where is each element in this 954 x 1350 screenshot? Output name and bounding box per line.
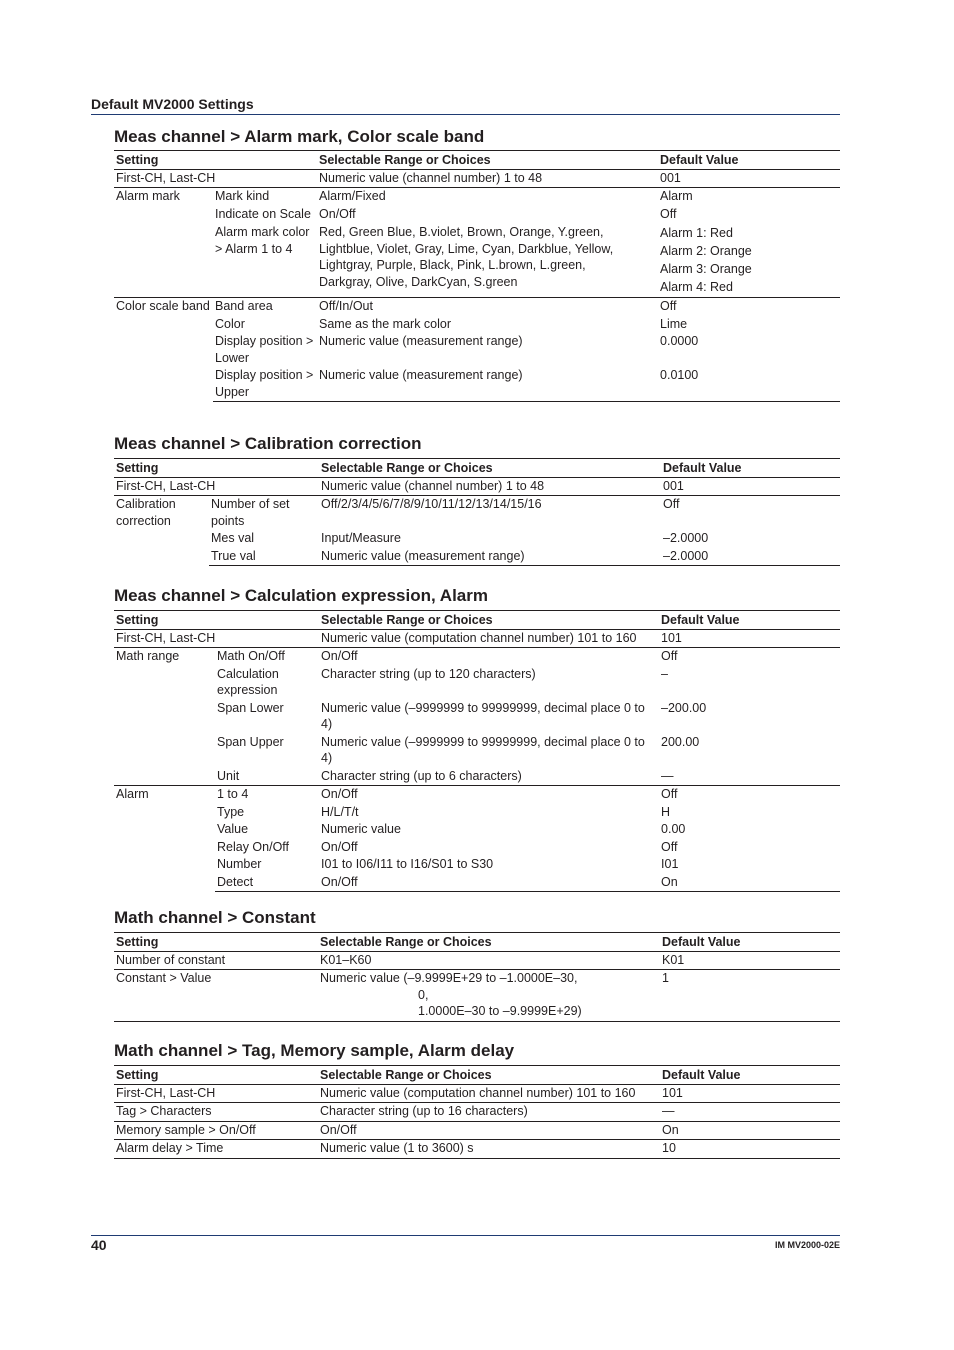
table-row: [114, 1103, 840, 1122]
sub-setting-cell: Relay On/Off: [217, 839, 290, 854]
default-cell: –: [661, 666, 668, 681]
page-number: 40: [91, 1237, 107, 1253]
sub-setting-cell: Color: [215, 316, 245, 331]
range-cell: K01–K60: [320, 952, 372, 967]
default-cell: 0.00: [661, 822, 686, 836]
default-cell: Off: [659, 786, 840, 804]
section-title-alarm-mark: Meas channel > Alarm mark, Color scale band: [114, 127, 485, 146]
table-row: [114, 1140, 840, 1159]
default-cell: On: [659, 874, 840, 892]
sub-setting-cell: Display position > Lower: [215, 334, 314, 365]
footer-rule: [91, 1235, 840, 1236]
col-header-range: Selectable Range or Choices: [318, 1066, 660, 1085]
setting-cell: First-CH, Last-CH: [116, 170, 216, 185]
table-calculation-alarm: [114, 610, 840, 892]
setting-cell: Tag > Characters: [114, 1103, 318, 1122]
col-header-setting: Setting: [114, 611, 319, 630]
table-row: [114, 734, 840, 768]
default-cell: [658, 223, 840, 298]
table-row: [114, 839, 840, 857]
section-title-tag-memory: Math channel > Tag, Memory sample, Alarm delay: [114, 1041, 515, 1060]
default-cell: 001: [663, 478, 684, 493]
col-header-range: Selectable Range or Choices: [318, 933, 660, 952]
table-row: [114, 298, 840, 316]
range-cell: Numeric value (measurement range): [317, 367, 658, 402]
table-row: [114, 951, 840, 970]
range-cell: On/Off: [319, 206, 356, 221]
table-row: [114, 629, 840, 648]
range-cell: Character string (up to 120 characters): [321, 666, 536, 681]
range-cell: [318, 970, 660, 1022]
default-line: Alarm 1: Red: [660, 226, 733, 240]
table-row: [114, 548, 840, 566]
group-cell: Color scale band: [114, 298, 213, 402]
range-cell: Input/Measure: [321, 531, 401, 545]
table-row: [114, 367, 840, 402]
sub-setting-cell: Unit: [217, 768, 240, 783]
sub-setting-cell: Detect: [215, 874, 319, 892]
section-title-constant: Math channel > Constant: [114, 908, 316, 927]
default-cell: Off: [659, 648, 840, 666]
default-cell: 0.0100: [658, 367, 840, 402]
default-cell: On: [660, 1121, 840, 1140]
col-header-default: Default Value: [659, 611, 840, 630]
sub-setting-cell: Span Lower: [217, 700, 284, 715]
running-header: Default MV2000 Settings: [91, 96, 254, 112]
group-cell: Math range: [114, 648, 215, 786]
table-row: [114, 333, 840, 367]
default-cell: H: [661, 804, 671, 819]
table-header-row: [114, 933, 840, 952]
range-cell: Numeric value (1 to 3600) s: [318, 1140, 660, 1159]
table-calibration-correction: [114, 458, 840, 566]
default-cell: –2.0000: [663, 531, 709, 545]
sub-setting-cell: Mark kind: [213, 188, 317, 206]
table-header-row: [114, 459, 840, 478]
table-row: [114, 821, 840, 839]
setting-cell: First-CH, Last-CH: [116, 630, 216, 645]
table-row: [114, 804, 840, 822]
col-header-setting: Setting: [114, 1066, 318, 1085]
col-header-range: Selectable Range or Choices: [317, 151, 658, 170]
section-title-calculation: Meas channel > Calculation expression, Alarm: [114, 586, 488, 605]
table-row: [114, 666, 840, 700]
sub-setting-cell: Display position > Upper: [213, 367, 317, 402]
setting-cell: Alarm delay > Time: [114, 1140, 318, 1159]
range-cell: Off/2/3/4/5/6/7/8/9/10/11/12/13/14/15/16: [319, 496, 661, 531]
range-cell: On/Off: [319, 786, 659, 804]
table-row: [114, 768, 840, 786]
setting-cell: Memory sample > On/Off: [114, 1121, 318, 1140]
table-row: [114, 477, 840, 496]
sub-setting-cell: 1 to 4: [215, 786, 319, 804]
table-row: [114, 874, 840, 892]
table-row: [114, 496, 840, 531]
default-cell: Lime: [660, 316, 688, 331]
setting-cell: First-CH, Last-CH: [116, 1085, 216, 1100]
default-cell: —: [661, 768, 674, 783]
col-header-default: Default Value: [660, 1066, 840, 1085]
sub-setting-cell: Span Upper: [217, 734, 284, 749]
range-cell: Off/In/Out: [317, 298, 658, 316]
col-header-default: Default Value: [660, 933, 840, 952]
table-constant: [114, 932, 840, 1022]
table-row: [114, 530, 840, 548]
sub-setting-cell: Type: [217, 804, 245, 819]
range-cell: Red, Green Blue, B.violet, Brown, Orange, Y.green, Lightblue, Violet, Gray, Lime, Cyan, Darkblue, Yellow, Lightgray, Purple, Black, Pink, L.brown, L.green, Darkgray, Olive, DarkCyan, S.green: [319, 225, 614, 289]
setting-cell: Number of constant: [116, 952, 226, 967]
table-header-row: [114, 1066, 840, 1085]
default-cell: K01: [662, 952, 685, 967]
table-row: [114, 188, 840, 206]
range-cell: On/Off: [319, 648, 659, 666]
default-line: Alarm 3: Orange: [660, 262, 752, 276]
range-cell: Numeric value (computation channel number) 101 to 160: [321, 630, 637, 645]
table-tag-memory-alarm-delay: [114, 1065, 840, 1159]
default-cell: —: [660, 1103, 840, 1122]
default-cell: Alarm: [658, 188, 840, 206]
default-cell: 001: [660, 170, 681, 185]
table-row: [114, 1084, 840, 1103]
sub-setting-cell: True val: [209, 548, 319, 566]
table-alarm-mark-color-scale: [114, 150, 840, 402]
range-cell: Character string (up to 16 characters): [318, 1103, 660, 1122]
default-cell: 101: [662, 1085, 683, 1100]
range-cell: I01 to I06/I11 to I16/S01 to S30: [321, 857, 494, 871]
sub-setting-cell: Math On/Off: [215, 648, 319, 666]
default-cell: 1: [660, 970, 840, 1022]
range-cell: On/Off: [319, 874, 659, 892]
default-line: Alarm 4: Red: [660, 280, 733, 294]
default-cell: Off: [660, 206, 677, 221]
range-cell: Numeric value (–9999999 to 99999999, decimal place 0 to 4): [321, 700, 645, 731]
range-cell: On/Off: [321, 839, 358, 854]
sub-setting-cell: Band area: [213, 298, 317, 316]
range-cell: On/Off: [318, 1121, 660, 1140]
group-cell: Calibration correction: [114, 496, 209, 566]
range-cell: Numeric value (channel number) 1 to 48: [319, 170, 543, 185]
table-header-row: [114, 151, 840, 170]
col-header-setting: Setting: [114, 151, 317, 170]
default-cell: 10: [660, 1140, 840, 1159]
sub-setting-cell: Value: [217, 822, 249, 836]
sub-setting-cell: Calculation expression: [217, 666, 279, 697]
range-cell: Alarm/Fixed: [317, 188, 658, 206]
range-cell: Numeric value (channel number) 1 to 48: [321, 478, 545, 493]
default-cell: 101: [661, 630, 682, 645]
sub-setting-cell: Alarm mark color > Alarm 1 to 4: [215, 225, 310, 256]
range-cell: Numeric value: [321, 822, 401, 836]
range-cell: Numeric value (–9999999 to 99999999, decimal place 0 to 4): [321, 734, 645, 765]
range-line: 0,: [418, 987, 429, 1002]
default-cell: –2.0000: [661, 548, 840, 566]
group-cell: Alarm mark: [114, 188, 213, 298]
table-row: [114, 700, 840, 734]
sub-setting-cell: Number of set points: [209, 496, 319, 531]
col-header-setting: Setting: [114, 933, 318, 952]
range-cell: Character string (up to 6 characters): [321, 768, 522, 783]
default-cell: Off: [661, 839, 678, 854]
range-cell: Same as the mark color: [319, 316, 452, 331]
default-cell: I01: [661, 857, 679, 871]
range-cell: H/L/T/t: [321, 804, 359, 819]
col-header-range: Selectable Range or Choices: [319, 459, 661, 478]
range-cell: Numeric value (computation channel number) 101 to 160: [320, 1085, 636, 1100]
default-cell: 200.00: [661, 734, 700, 749]
table-row: [114, 1121, 840, 1140]
table-row: [114, 206, 840, 224]
table-row: [114, 648, 840, 666]
col-header-default: Default Value: [658, 151, 840, 170]
col-header-default: Default Value: [661, 459, 840, 478]
range-line: Numeric value (–9.9999E+29 to –1.0000E–30,: [320, 971, 578, 985]
table-row: [114, 223, 840, 298]
table-row: [114, 786, 840, 804]
setting-cell: First-CH, Last-CH: [116, 478, 216, 493]
sub-setting-cell: Indicate on Scale: [215, 206, 311, 221]
default-cell: –200.00: [661, 700, 707, 715]
setting-cell: Constant > Value: [114, 970, 318, 1022]
col-header-setting: Setting: [114, 459, 319, 478]
range-cell: Numeric value (measurement range): [319, 548, 661, 566]
default-line: Alarm 2: Orange: [660, 244, 752, 258]
col-header-range: Selectable Range or Choices: [319, 611, 659, 630]
default-cell: Off: [658, 298, 840, 316]
group-cell: Alarm: [114, 786, 215, 892]
sub-setting-cell: Mes val: [211, 531, 255, 545]
document-id: IM MV2000-02E: [774, 1240, 840, 1250]
table-row: [114, 856, 840, 874]
table-row: [114, 169, 840, 188]
range-line: 1.0000E–30 to –9.9999E+29): [418, 1004, 582, 1018]
default-cell: 0.0000: [660, 334, 699, 348]
sub-setting-cell: Number: [217, 857, 262, 871]
section-title-calibration: Meas channel > Calibration correction: [114, 434, 422, 453]
table-row: [114, 316, 840, 334]
header-rule: [91, 114, 840, 115]
table-header-row: [114, 611, 840, 630]
table-row: [114, 970, 840, 1022]
default-cell: Off: [661, 496, 840, 531]
range-cell: Numeric value (measurement range): [319, 334, 523, 348]
